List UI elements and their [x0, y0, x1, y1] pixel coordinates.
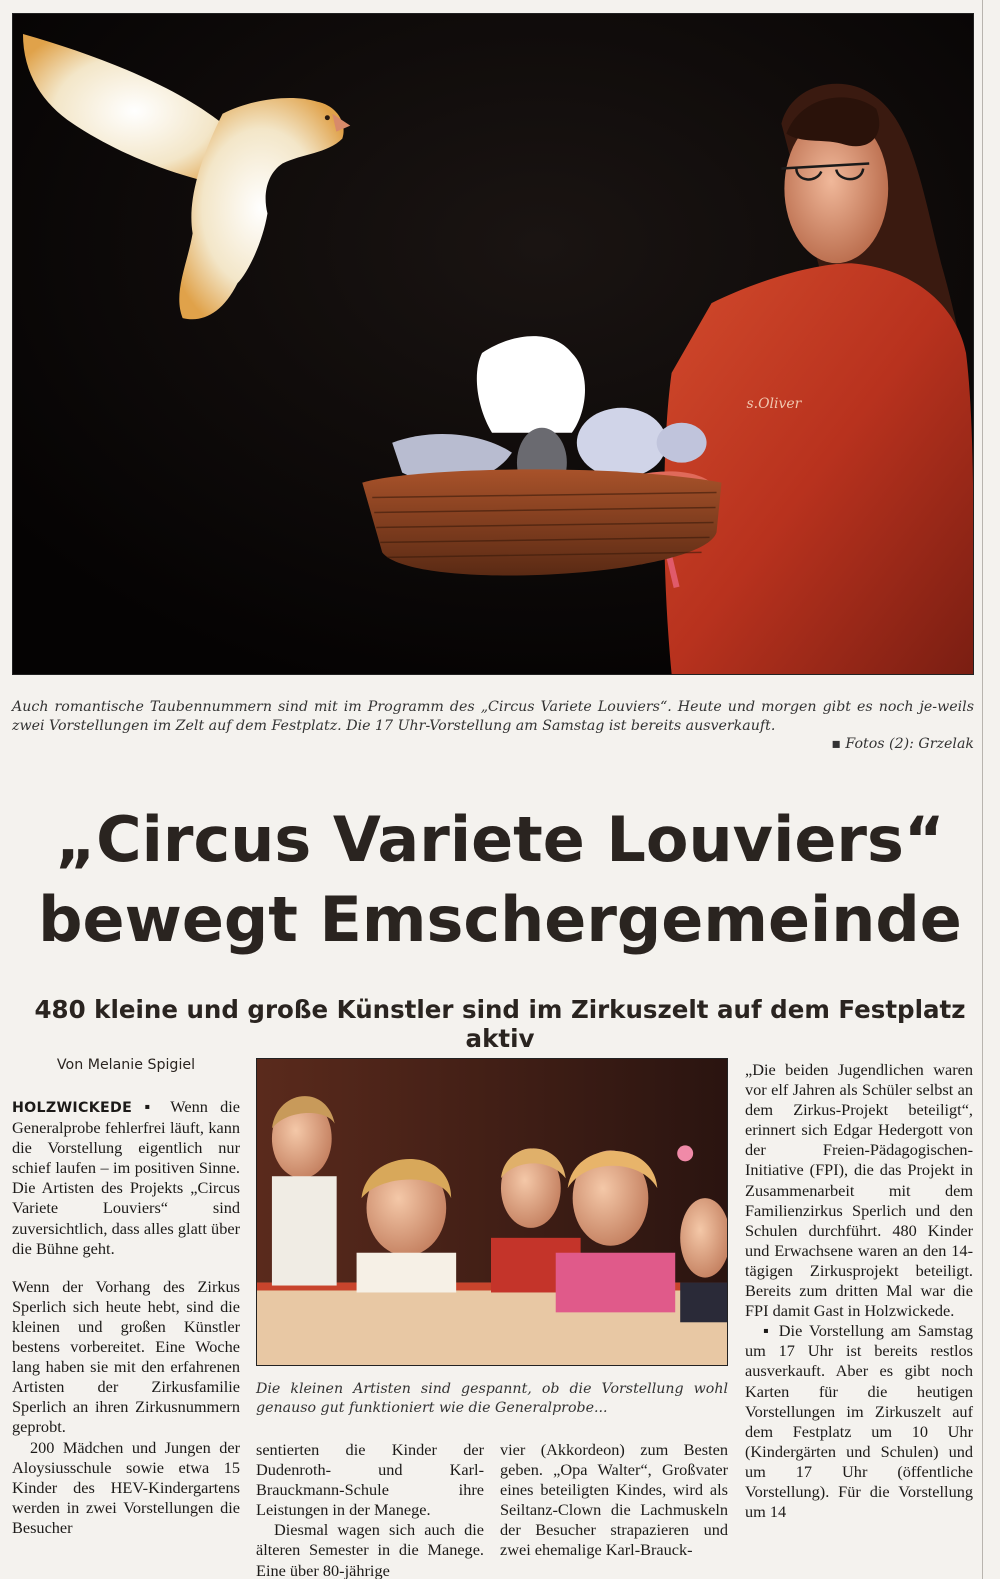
article-paragraph: sentierten die Kinder der Dudenroth- und Karl-Brauckmann-Schule ihre Leistungen in der Manege.	[256, 1440, 484, 1520]
lead-text: Wenn die Generalprobe fehlerfrei läuft, kann die Vorstellung eigentlich nur schief laufen – im positiven Sinne. Die Artisten des Projekts „Circus Variete Louviers“ sind zuversichtlich, dass alles glatt über die Bühne geht.	[12, 1097, 241, 1258]
article-paragraph: vier (Akkordeon) zum Besten geben. „Opa Walter“, Großvater eines beteiligten Kindes, wird als Seiltanz-Clown die Lachmuskeln der Besucher strapazieren und zwei ehemalige Karl-Brauck-	[500, 1440, 728, 1560]
article-paragraph: 200 Mädchen und Jungen der Aloysiusschule sowie etwa 15 Kinder des HEV-Kindergartens werden in zwei Vorstellungen die Besucher	[12, 1437, 240, 1537]
main-caption-text: Auch romantische Taubennummern sind mit im Programm des „Circus Variete Louviers“. Heute und morgen gibt es noch je-weils zwei Vorstellungen im Zelt auf dem Festplatz. Die 17 Uhr-Vorstellung am Samstag ist bereits ausverkauft.	[12, 699, 974, 734]
article-column-4	[745, 1060, 973, 1522]
kids-photo-audience	[256, 1058, 728, 1366]
article-paragraph: Diesmal wagen sich auch die älteren Semester in die Manege. Eine über 80-jährige	[256, 1520, 484, 1579]
main-photo-girl-with-doves	[12, 13, 974, 675]
photo-illustration	[13, 14, 973, 674]
kids-photo-caption: Die kleinen Artisten sind gespannt, ob die Vorstellung wohl genauso gut funktioniert wie die Generalprobe...	[256, 1381, 728, 1416]
page-edge-divider	[982, 0, 983, 1579]
dateline: HOLZWICKEDE	[12, 1100, 133, 1116]
subheadline: 480 kleine und große Künstler sind im Zirkuszelt auf dem Festplatz aktiv	[34, 995, 966, 1053]
article-info-paragraph: ▪ Die Vorstellung am Samstag um 17 Uhr ist bereits restlos ausverkauft. Aber es gibt noch Karten für die heutigen Vorstellungen im Zirkuszelt auf dem Festplatz um 10 Uhr (Kindergärten und Schulen) und um 17 Uhr (öffentliche Vorstellung). Für die Vorstellung um 14	[745, 1321, 973, 1522]
article-lead-paragraph	[12, 1097, 240, 1259]
article-column-1	[12, 1097, 240, 1538]
headline-line-2: bewegt Emschergemeinde	[38, 883, 962, 956]
article-paragraph: Wenn der Vorhang des Zirkus Sperlich sich heute hebt, sind die kleinen und großen Künstler bestens vorbereitet. Eine Woche lang haben sie mit den erfahrenen Artisten der Zirkusfamilie Sperlich an ihren Zirkusnummern geprobt.	[12, 1276, 240, 1437]
photo-credit: ▪ Fotos (2): Grzelak	[831, 736, 974, 752]
article-paragraph: „Die beiden Jugendlichen waren vor elf Jahren als Schüler selbst an dem Zirkus-Projekt beteiligt“, erinnert sich Edgar Hedergott von der Freien-Pädagogischen-Initiative (FPI), die das Projekt in Zusammenarbeit mit dem Familienzirkus Sperlich und den Schulen durchführt. 480 Kinder und Erwachsene waren an den 14-tägigen Zirkusprojekt beteiligt. Bereits zum dritten Mal war die FPI damit Gast in Holzwickede.	[745, 1060, 973, 1321]
byline: Von Melanie Spigiel	[56, 1057, 196, 1073]
headline-line-1: „Circus Variete Louviers“	[55, 803, 945, 876]
sweater-logo: s.Oliver	[746, 395, 802, 412]
kids-photo-illustration	[257, 1059, 727, 1365]
article-column-2	[256, 1440, 484, 1579]
main-photo-caption	[12, 698, 974, 754]
article-column-3	[500, 1440, 728, 1561]
dateline-separator: ▪	[132, 1097, 171, 1116]
headline	[0, 800, 1000, 960]
